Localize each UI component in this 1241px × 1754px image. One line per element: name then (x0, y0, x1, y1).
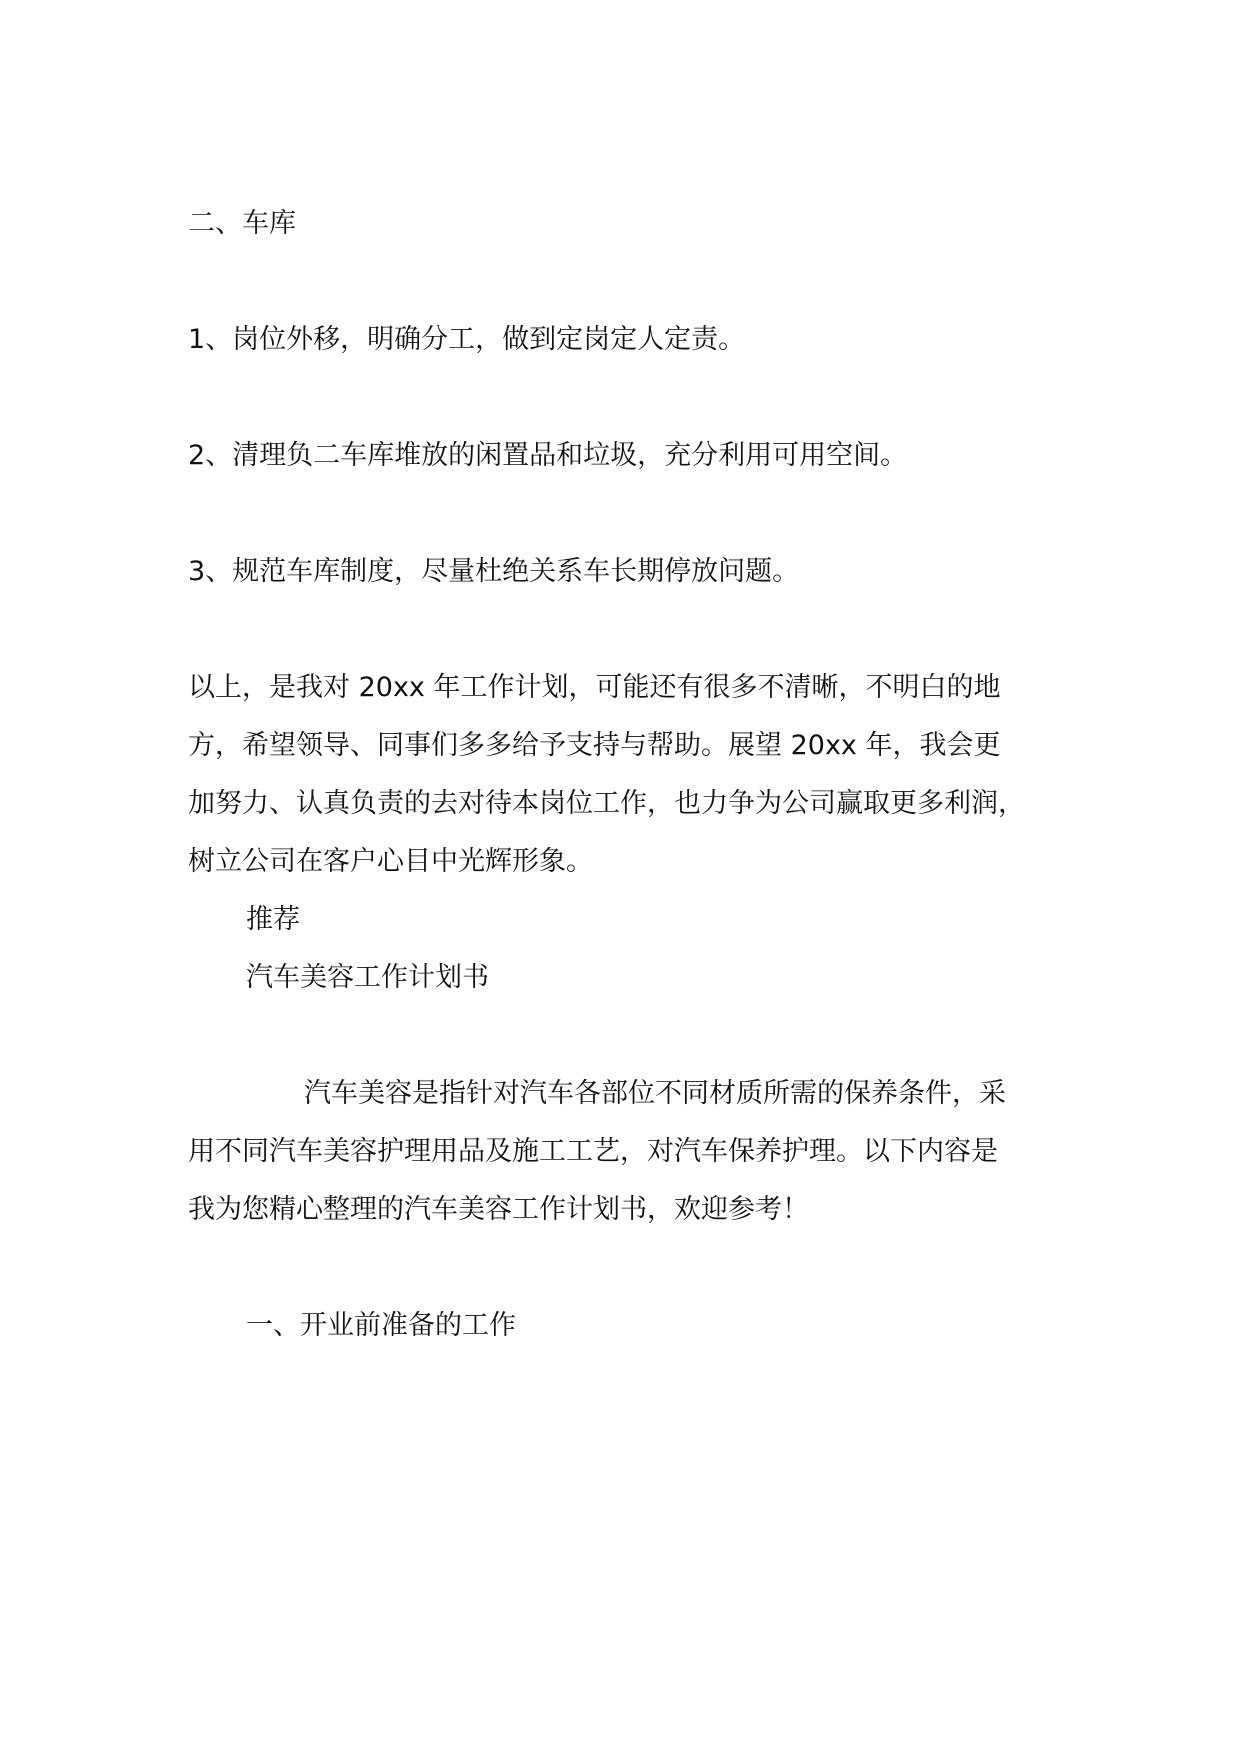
intro-paragraph-line: 用不同汽车美容护理用品及施工工艺，对汽车保养护理。以下内容是 (188, 1136, 998, 1167)
list-item: 2、清理负二车库堆放的闲置品和垃圾，充分利用可用空间。 (188, 440, 908, 471)
intro-paragraph-line: 汽车美容是指针对汽车各部位不同材质所需的保养条件，采 (304, 1078, 1006, 1109)
recommend-title: 汽车美容工作计划书 (246, 962, 489, 993)
section-heading-one: 一、开业前准备的工作 (246, 1310, 516, 1341)
list-item: 1、岗位外移，明确分工，做到定岗定人定责。 (188, 324, 746, 355)
closing-paragraph-line: 方，希望领导、同事们多多给予支持与帮助。展望 20xx 年，我会更 (188, 730, 1001, 761)
closing-paragraph-line: 树立公司在客户心目中光辉形象。 (188, 846, 593, 877)
section-heading-garage: 二、车库 (188, 208, 296, 239)
closing-paragraph-line: 加努力、认真负责的去对待本岗位工作，也力争为公司赢取更多利润， (188, 788, 1025, 819)
recommend-label: 推荐 (246, 904, 300, 935)
list-item: 3、规范车库制度，尽量杜绝关系车长期停放问题。 (188, 556, 800, 587)
intro-paragraph-line: 我为您精心整理的汽车美容工作计划书，欢迎参考！ (188, 1194, 809, 1225)
closing-paragraph-line: 以上，是我对 20xx 年工作计划，可能还有很多不清晰，不明白的地 (188, 672, 1001, 703)
